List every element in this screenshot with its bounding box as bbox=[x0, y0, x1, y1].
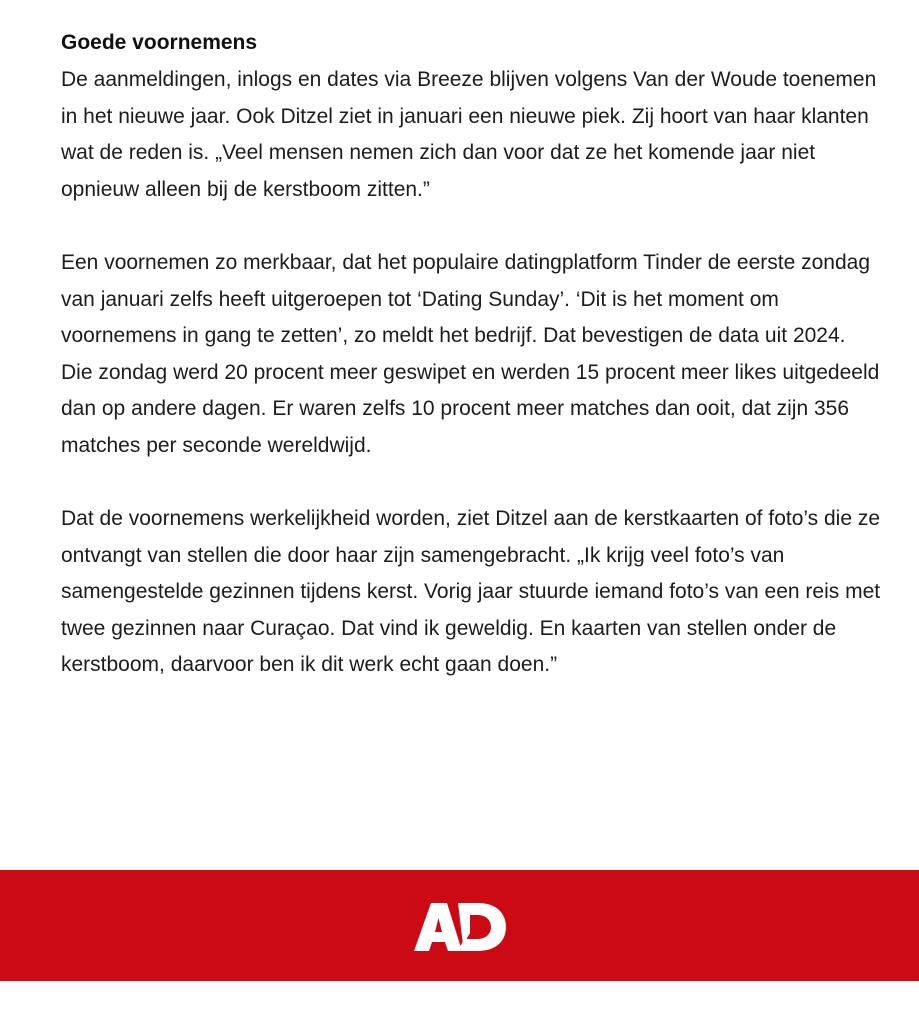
footer-brand-band bbox=[0, 870, 919, 981]
ad-logo-icon[interactable] bbox=[414, 901, 506, 951]
article-body bbox=[61, 28, 881, 721]
paragraph-3: Dat de voornemens werkelijkheid worden, ziet Ditzel aan de kerstkaarten of foto’s die ze ontvangt van stellen die door haar zijn samengebracht. „Ik krijg veel foto’s van samengestelde gezinnen tijdens kerst. Vorig jaar stuurde iemand foto’s van een reis met twee gezinnen naar Curaçao. Dat vind ik geweldig. En kaarten van stellen onder de kerstboom, daarvoor ben ik dit werk echt gaan doen.” bbox=[61, 507, 881, 676]
logo-letter-a bbox=[414, 903, 462, 951]
paragraph-1: De aanmeldingen, inlogs en dates via Breeze blijven volgens Van der Woude toenemen in het nieuwe jaar. Ook Ditzel ziet in januari een nieuwe piek. Zij hoort van haar klanten wat de reden is. „Veel mensen nemen zich dan voor dat ze het komende jaar niet opnieuw alleen bij de kerstboom zitten.” bbox=[61, 68, 877, 201]
section-heading: Goede voornemens bbox=[61, 31, 258, 54]
paragraph-2: Een voornemen zo merkbaar, dat het populaire datingplatform Tinder de eerste zondag van januari zelfs heeft uitgeroepen tot ‘Dating Sunday’. ‘Dit is het moment om voornemens in gang te zetten’, zo meldt het bedrijf. Dat bevestigen de data uit 2024. Die zondag werd 20 procent meer geswipet en werden 15 procent meer likes uitgedeeld dan op andere dagen. Er waren zelfs 10 procent meer matches dan ooit, dat zijn 356 matches per seconde wereldwijd. bbox=[61, 251, 880, 457]
logo-letter-d bbox=[458, 903, 506, 951]
